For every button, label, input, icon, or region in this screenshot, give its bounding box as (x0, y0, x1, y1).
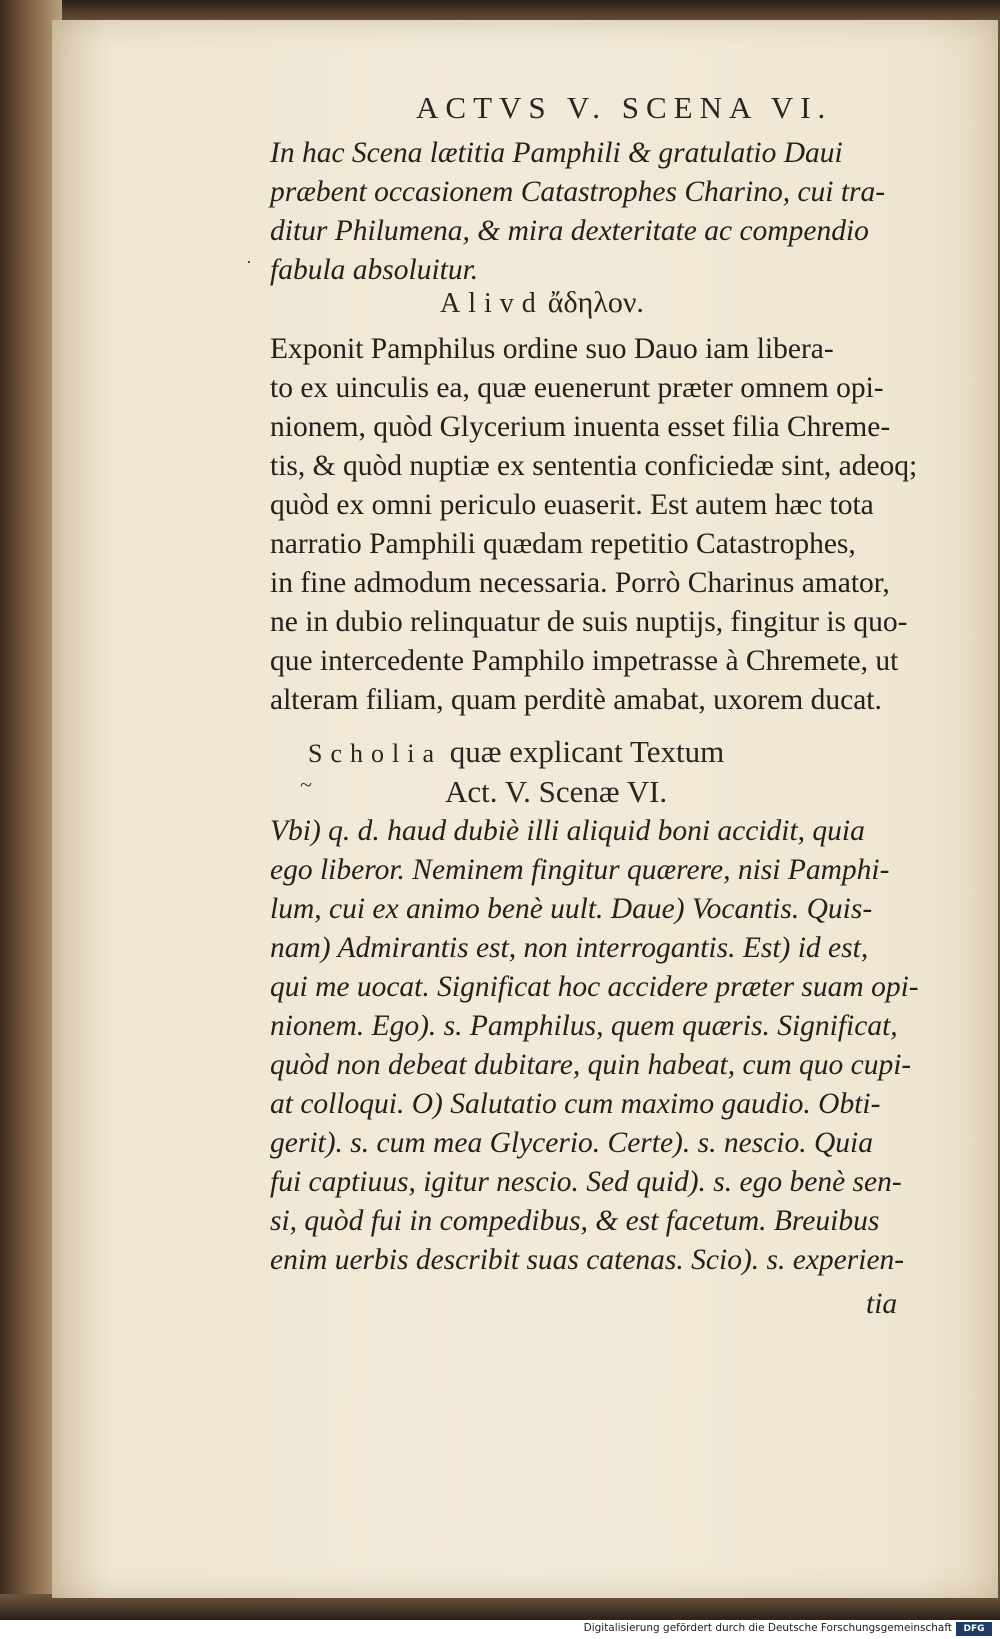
aliud-label: Alivd (440, 288, 544, 319)
running-head: ACTVS V. SCENA VI. (416, 90, 833, 125)
margin-dot-mark: · (246, 252, 252, 272)
digitization-footer (0, 1620, 1000, 1639)
scholia-heading-word: Scholia (308, 739, 442, 768)
funding-credit: Digitalisierung gefördert durch die Deutsche Forschungsgemeinschaft (583, 1622, 952, 1634)
scholia-paragraph: Vbi) q. d. haud dubiè illi aliquid boni accidit, quia ego liberor. Neminem fingitur quærere, nisi Pamphi- lum, cui ex animo benè uult. Daue) Vocantis. Quis- nam) Admirantis est, non interrogantis. Est) id est, qui me uocat. Significat hoc accidere præter suam opi- nionem. Ego). s. Pamphilus, quem quæris. Significat, quòd non debeat dubitare, quin habeat, cum quo cupi- at colloqui. O) Salutatio cum maximo gaudio. Obti- gerit). s. cum mea Glycerio. Certe). s. nescio. Quia fui captiuus, igitur nescio. Sed quid). s. ego benè sen- si, quòd fui in compedibus, & est facetum. Breuibus enim uerbis describit suas catenas. Scio). s. experien- (270, 815, 919, 1276)
scholia-heading-line1 (308, 734, 724, 770)
aliud-paragraph: Exponit Pamphilus ordine suo Dauo iam libera- to ex uinculis ea, quæ euenerunt præter omnem opi- nionem, quòd Glycerium inuenta esset filia Chreme- tis, & quòd nuptiæ ex sententia conficiedæ sint, adeoq; quòd ex omni periculo euaserit. Est autem hæc tota narratio Pamphili quædam repetitio Catastrophes, in fine admodum necessaria. Porrò Charinus amator, ne in dubio relinquatur de suis nuptijs, fingitur is quo- que intercedente Pamphilo impetrasse à Chremete, ut alteram filiam, quam perditè amabat, uxorem ducat. (270, 333, 918, 716)
aliud-heading (440, 286, 644, 320)
dfg-logo: DFG (956, 1622, 992, 1636)
aliud-greek-word: ἄδηλον. (547, 286, 644, 319)
scholia-heading-line2: Act. V. Scenæ VI. (445, 774, 668, 809)
scholia-heading-rest: quæ explicant Textum (449, 734, 725, 769)
argument-paragraph: In hac Scena lætitia Pamphili & gratulatio Daui præbent occasionem Catastrophes Charino, cui tra- ditur Philumena, & mira dexteritate ac compendio fabula absoluitur. (270, 137, 886, 286)
catchword: tia (866, 1288, 898, 1320)
margin-dash-mark: ~ (300, 772, 312, 797)
